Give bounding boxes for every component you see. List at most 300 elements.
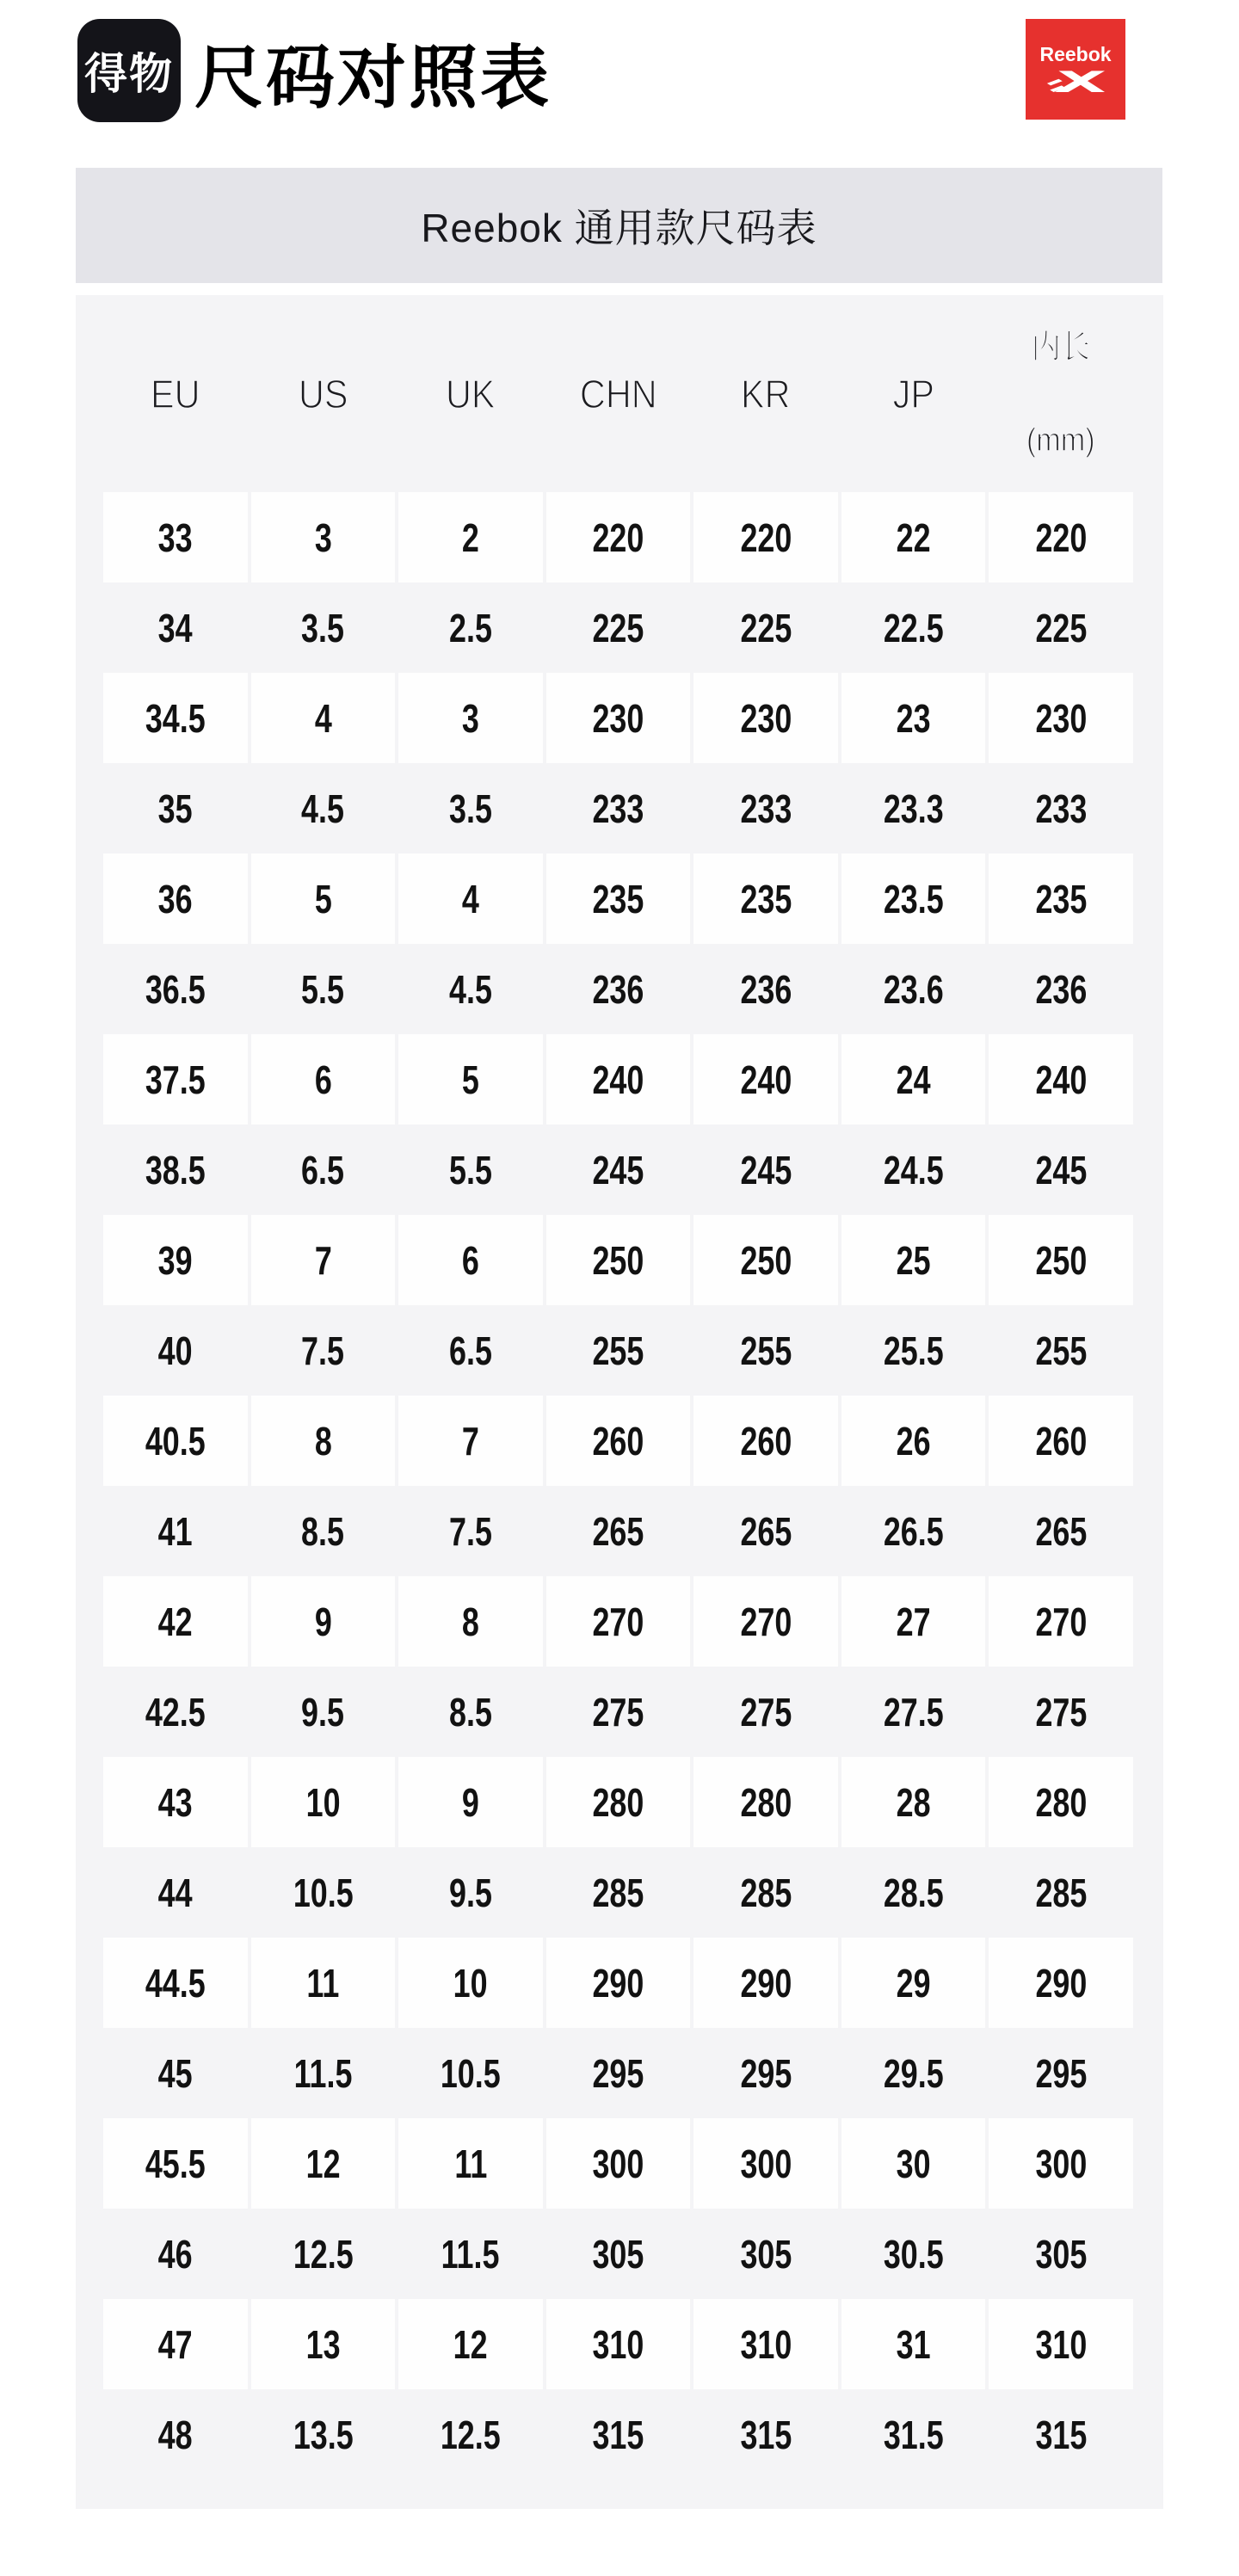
size-value: 28 [896, 1779, 931, 1825]
size-value: 290 [1035, 1960, 1088, 2006]
size-value: 25 [896, 1237, 931, 1283]
size-cell [398, 1667, 543, 1757]
size-value: 10 [453, 1960, 488, 2006]
column-header-line: (mm) [1026, 422, 1096, 459]
reebok-vector-icon [1046, 71, 1105, 95]
size-cell [398, 1215, 543, 1305]
size-value: 2 [461, 515, 479, 560]
size-cell [103, 1938, 248, 2028]
size-cell [546, 1576, 691, 1667]
size-value: 31 [896, 2321, 931, 2367]
size-cell [546, 2299, 691, 2389]
size-value: 295 [740, 2050, 792, 2096]
size-cell [546, 673, 691, 763]
table-row [103, 1305, 1133, 1396]
size-cell [989, 582, 1133, 673]
size-cell [398, 1847, 543, 1938]
size-value: 13 [305, 2321, 341, 2367]
size-value: 233 [1035, 786, 1088, 831]
size-value: 31.5 [883, 2412, 944, 2457]
size-value: 28.5 [883, 1870, 944, 1915]
size-value: 35 [157, 786, 193, 831]
column-header-line: 内长 [1031, 329, 1091, 366]
table-row [103, 582, 1133, 673]
size-cell [103, 1667, 248, 1757]
size-value: 260 [592, 1418, 644, 1464]
size-value: 9.5 [301, 1689, 345, 1735]
sheet-title: Reebok 通用款尺码表 [421, 206, 817, 250]
size-cell [398, 2389, 543, 2480]
size-cell [841, 1396, 986, 1486]
table-row [103, 492, 1133, 582]
size-value: 47 [157, 2321, 193, 2367]
size-cell [398, 763, 543, 854]
size-cell [841, 763, 986, 854]
size-cell [546, 582, 691, 673]
size-value: 245 [1035, 1147, 1088, 1192]
size-cell [398, 673, 543, 763]
size-value: 270 [740, 1599, 792, 1644]
size-value: 3 [461, 695, 479, 741]
size-cell [546, 1847, 691, 1938]
size-value: 12 [453, 2321, 488, 2367]
size-cell [398, 1125, 543, 1215]
size-value: 8 [461, 1599, 479, 1644]
size-cell [251, 1576, 396, 1667]
reebok-wordmark: Reebok [1039, 42, 1112, 65]
size-value: 6 [461, 1237, 479, 1283]
size-value: 7 [461, 1418, 479, 1464]
size-cell [251, 944, 396, 1034]
size-value: 290 [592, 1960, 644, 2006]
size-cell [693, 944, 838, 1034]
size-cell [546, 1938, 691, 2028]
size-cell [103, 1847, 248, 1938]
table-row [103, 1757, 1133, 1847]
size-value: 43 [157, 1779, 193, 1825]
size-value: 11.5 [441, 2231, 500, 2277]
size-cell [989, 492, 1133, 582]
size-cell [103, 944, 248, 1034]
size-cell [398, 944, 543, 1034]
size-cell [546, 1125, 691, 1215]
size-cell [693, 2118, 838, 2209]
size-cell [989, 1757, 1133, 1847]
size-cell [841, 1667, 986, 1757]
size-value: 7 [314, 1237, 332, 1283]
column-header-inner-length-mm [996, 330, 1126, 458]
size-value: 315 [1035, 2412, 1088, 2457]
table-row [103, 1215, 1133, 1305]
size-value: 11 [306, 1960, 340, 2006]
size-cell [989, 1667, 1133, 1757]
size-value: 300 [592, 2141, 644, 2186]
size-cell [398, 1034, 543, 1125]
size-value: 235 [740, 876, 792, 921]
size-value: 285 [740, 1870, 792, 1915]
size-value: 34 [157, 605, 193, 650]
size-value: 8.5 [448, 1689, 492, 1735]
size-value: 280 [1035, 1779, 1088, 1825]
size-value: 305 [740, 2231, 792, 2277]
size-value: 4 [314, 695, 332, 741]
size-value: 240 [592, 1057, 644, 1102]
size-cell [546, 1305, 691, 1396]
size-value: 29 [896, 1960, 931, 2006]
size-value: 22.5 [883, 605, 944, 650]
table-row [103, 763, 1133, 854]
size-value: 3.5 [448, 786, 492, 831]
size-cell [251, 1486, 396, 1576]
size-value: 8 [314, 1418, 332, 1464]
size-value: 5.5 [301, 966, 345, 1012]
size-value: 40.5 [145, 1418, 206, 1464]
size-cell [989, 2028, 1133, 2118]
size-cell [693, 673, 838, 763]
size-cell [841, 1576, 986, 1667]
size-value: 225 [1035, 605, 1088, 650]
size-cell [841, 2118, 986, 2209]
size-value: 225 [592, 605, 644, 650]
size-cell [989, 1034, 1133, 1125]
size-value: 24.5 [883, 1147, 944, 1192]
size-cell [841, 1847, 986, 1938]
size-value: 4 [461, 876, 479, 921]
size-cell [251, 2389, 396, 2480]
size-value: 235 [1035, 876, 1088, 921]
size-value: 250 [592, 1237, 644, 1283]
size-value: 48 [157, 2412, 193, 2457]
size-value: 30.5 [883, 2231, 944, 2277]
size-value: 230 [1035, 695, 1088, 741]
size-cell [989, 763, 1133, 854]
size-value: 6.5 [448, 1328, 492, 1373]
size-cell [103, 854, 248, 944]
size-value: 310 [740, 2321, 792, 2367]
size-cell [989, 1215, 1133, 1305]
size-cell [841, 582, 986, 673]
size-cell [546, 1215, 691, 1305]
table-row [103, 1847, 1133, 1938]
size-cell [251, 763, 396, 854]
size-cell [398, 2028, 543, 2118]
size-cell [398, 2299, 543, 2389]
size-cell [251, 1396, 396, 1486]
size-cell [251, 582, 396, 673]
size-cell [103, 582, 248, 673]
size-value: 315 [740, 2412, 792, 2457]
size-value: 300 [1035, 2141, 1088, 2186]
size-value: 24 [896, 1057, 931, 1102]
size-cell [989, 854, 1133, 944]
size-value: 41 [157, 1508, 193, 1554]
size-cell [398, 582, 543, 673]
size-value: 12.5 [441, 2412, 501, 2457]
size-value: 34.5 [145, 695, 206, 741]
size-cell [841, 2299, 986, 2389]
table-row [103, 1576, 1133, 1667]
table-row [103, 1667, 1133, 1757]
table-row [103, 2118, 1133, 2209]
size-cell [693, 492, 838, 582]
size-cell [693, 1305, 838, 1396]
size-value: 5 [314, 876, 332, 921]
size-cell [989, 1486, 1133, 1576]
size-cell [398, 1305, 543, 1396]
table-row [103, 2389, 1133, 2480]
size-cell [251, 492, 396, 582]
size-cell [693, 1576, 838, 1667]
size-cell [103, 2118, 248, 2209]
size-value: 240 [740, 1057, 792, 1102]
size-cell [989, 2299, 1133, 2389]
size-cell [693, 2299, 838, 2389]
size-cell [546, 1667, 691, 1757]
size-cell [251, 1667, 396, 1757]
size-value: 27 [896, 1599, 931, 1644]
size-value: 275 [1035, 1689, 1088, 1735]
size-value: 27.5 [883, 1689, 944, 1735]
size-value: 310 [1035, 2321, 1088, 2367]
size-cell [251, 673, 396, 763]
size-cell [251, 1757, 396, 1847]
size-cell [841, 492, 986, 582]
size-value: 11 [453, 2141, 487, 2186]
size-value: 245 [592, 1147, 644, 1192]
size-cell [103, 492, 248, 582]
size-cell [989, 1305, 1133, 1396]
size-cell [693, 1847, 838, 1938]
size-value: 240 [1035, 1057, 1088, 1102]
size-value: 295 [1035, 2050, 1088, 2096]
size-cell [841, 2389, 986, 2480]
size-cell [103, 1486, 248, 1576]
size-cell [546, 2389, 691, 2480]
size-value: 265 [740, 1508, 792, 1554]
size-cell [693, 1938, 838, 2028]
size-cell [989, 1576, 1133, 1667]
size-cell [546, 1757, 691, 1847]
size-cell [103, 1757, 248, 1847]
size-value: 42.5 [145, 1689, 206, 1735]
size-value: 220 [1035, 515, 1088, 560]
size-value: 23.3 [883, 786, 944, 831]
size-cell [693, 2209, 838, 2299]
size-cell [989, 673, 1133, 763]
size-cell [841, 1215, 986, 1305]
size-cell [251, 1215, 396, 1305]
size-value: 39 [157, 1237, 193, 1283]
size-value: 280 [592, 1779, 644, 1825]
size-cell [841, 673, 986, 763]
size-value: 265 [1035, 1508, 1088, 1554]
size-value: 230 [592, 695, 644, 741]
size-value: 275 [592, 1689, 644, 1735]
size-value: 233 [740, 786, 792, 831]
size-value: 5 [461, 1057, 479, 1102]
size-cell [841, 1938, 986, 2028]
size-cell [841, 1757, 986, 1847]
size-cell [103, 1305, 248, 1396]
size-value: 315 [592, 2412, 644, 2457]
size-cell [546, 2209, 691, 2299]
size-cell [251, 854, 396, 944]
size-value: 5.5 [448, 1147, 492, 1192]
size-value: 45.5 [145, 2141, 206, 2186]
size-cell [103, 673, 248, 763]
size-cell [251, 1305, 396, 1396]
table-row [103, 854, 1133, 944]
size-value: 10 [305, 1779, 341, 1825]
size-value: 23 [896, 695, 931, 741]
size-cell [693, 2028, 838, 2118]
size-cell [693, 2389, 838, 2480]
size-value: 4.5 [448, 966, 492, 1012]
size-cell [841, 1034, 986, 1125]
size-cell [546, 492, 691, 582]
size-value: 270 [592, 1599, 644, 1644]
column-header-uk: UK [446, 371, 496, 416]
size-cell [989, 1847, 1133, 1938]
size-cell [989, 1396, 1133, 1486]
size-value: 44.5 [145, 1960, 206, 2006]
size-cell [841, 1125, 986, 1215]
column-header-jp: JP [892, 371, 934, 416]
size-value: 220 [592, 515, 644, 560]
size-value: 235 [592, 876, 644, 921]
sheet-title-bar [76, 168, 1162, 283]
size-value: 25.5 [883, 1328, 944, 1373]
dewu-logo [77, 19, 181, 122]
table-row [103, 2209, 1133, 2299]
size-value: 26 [896, 1418, 931, 1464]
size-cell [693, 1125, 838, 1215]
size-value: 285 [592, 1870, 644, 1915]
size-value: 6.5 [301, 1147, 345, 1192]
size-value: 8.5 [301, 1508, 345, 1554]
table-row [103, 1486, 1133, 1576]
size-value: 295 [592, 2050, 644, 2096]
size-value: 44 [157, 1870, 193, 1915]
size-value: 275 [740, 1689, 792, 1735]
top-header [77, 19, 1125, 122]
size-value: 305 [1035, 2231, 1088, 2277]
size-cell [693, 854, 838, 944]
size-cell [989, 2389, 1133, 2480]
size-value: 7.5 [301, 1328, 345, 1373]
size-cell [251, 2118, 396, 2209]
size-cell [693, 582, 838, 673]
size-value: 36.5 [145, 966, 206, 1012]
size-value: 11.5 [293, 2050, 353, 2096]
size-cell [251, 2299, 396, 2389]
size-value: 36 [157, 876, 193, 921]
size-cell [546, 854, 691, 944]
column-header-eu: EU [151, 371, 200, 416]
size-value: 30 [896, 2141, 931, 2186]
size-cell [546, 2118, 691, 2209]
size-value: 260 [740, 1418, 792, 1464]
size-cell [103, 1576, 248, 1667]
size-cell [546, 1396, 691, 1486]
size-value: 260 [1035, 1418, 1088, 1464]
size-chart-table [76, 295, 1163, 2509]
size-cell [398, 1396, 543, 1486]
size-cell [693, 1486, 838, 1576]
size-value: 26.5 [883, 1508, 944, 1554]
size-cell [251, 1034, 396, 1125]
size-value: 38.5 [145, 1147, 206, 1192]
size-cell [251, 2209, 396, 2299]
size-value: 250 [1035, 1237, 1088, 1283]
size-cell [693, 1757, 838, 1847]
size-value: 236 [592, 966, 644, 1012]
size-cell [841, 1486, 986, 1576]
size-cell [841, 944, 986, 1034]
size-cell [103, 1396, 248, 1486]
size-cell [693, 1215, 838, 1305]
size-value: 220 [740, 515, 792, 560]
size-value: 12.5 [293, 2231, 354, 2277]
size-value: 9.5 [448, 1870, 492, 1915]
column-header-us: US [298, 371, 348, 416]
size-cell [398, 492, 543, 582]
size-value: 280 [740, 1779, 792, 1825]
size-value: 42 [157, 1599, 193, 1644]
size-cell [251, 2028, 396, 2118]
size-value: 33 [157, 515, 193, 560]
size-cell [989, 1938, 1133, 2028]
reebok-logo [1026, 19, 1125, 120]
size-value: 250 [740, 1237, 792, 1283]
size-value: 285 [1035, 1870, 1088, 1915]
size-value: 233 [592, 786, 644, 831]
size-value: 9 [461, 1779, 479, 1825]
size-cell [398, 2209, 543, 2299]
size-cell [693, 763, 838, 854]
size-cell [989, 2118, 1133, 2209]
size-value: 236 [1035, 966, 1088, 1012]
size-value: 255 [740, 1328, 792, 1373]
table-row [103, 1938, 1133, 2028]
size-value: 236 [740, 966, 792, 1012]
table-row [103, 2299, 1133, 2389]
size-cell [693, 1034, 838, 1125]
size-value: 290 [740, 1960, 792, 2006]
size-cell [103, 763, 248, 854]
table-body [103, 492, 1133, 2480]
size-cell [251, 1125, 396, 1215]
size-value: 255 [592, 1328, 644, 1373]
size-cell [103, 2209, 248, 2299]
table-row [103, 673, 1133, 763]
size-cell [989, 944, 1133, 1034]
table-row [103, 1034, 1133, 1125]
size-value: 4.5 [301, 786, 345, 831]
size-value: 37.5 [145, 1057, 206, 1102]
size-value: 12 [305, 2141, 341, 2186]
size-cell [103, 1125, 248, 1215]
page-title: 尺码对照表 [194, 40, 552, 116]
size-cell [841, 2028, 986, 2118]
size-cell [103, 2028, 248, 2118]
size-cell [546, 2028, 691, 2118]
size-cell [546, 763, 691, 854]
size-cell [546, 944, 691, 1034]
size-cell [398, 1576, 543, 1667]
size-value: 265 [592, 1508, 644, 1554]
size-value: 2.5 [448, 605, 492, 650]
